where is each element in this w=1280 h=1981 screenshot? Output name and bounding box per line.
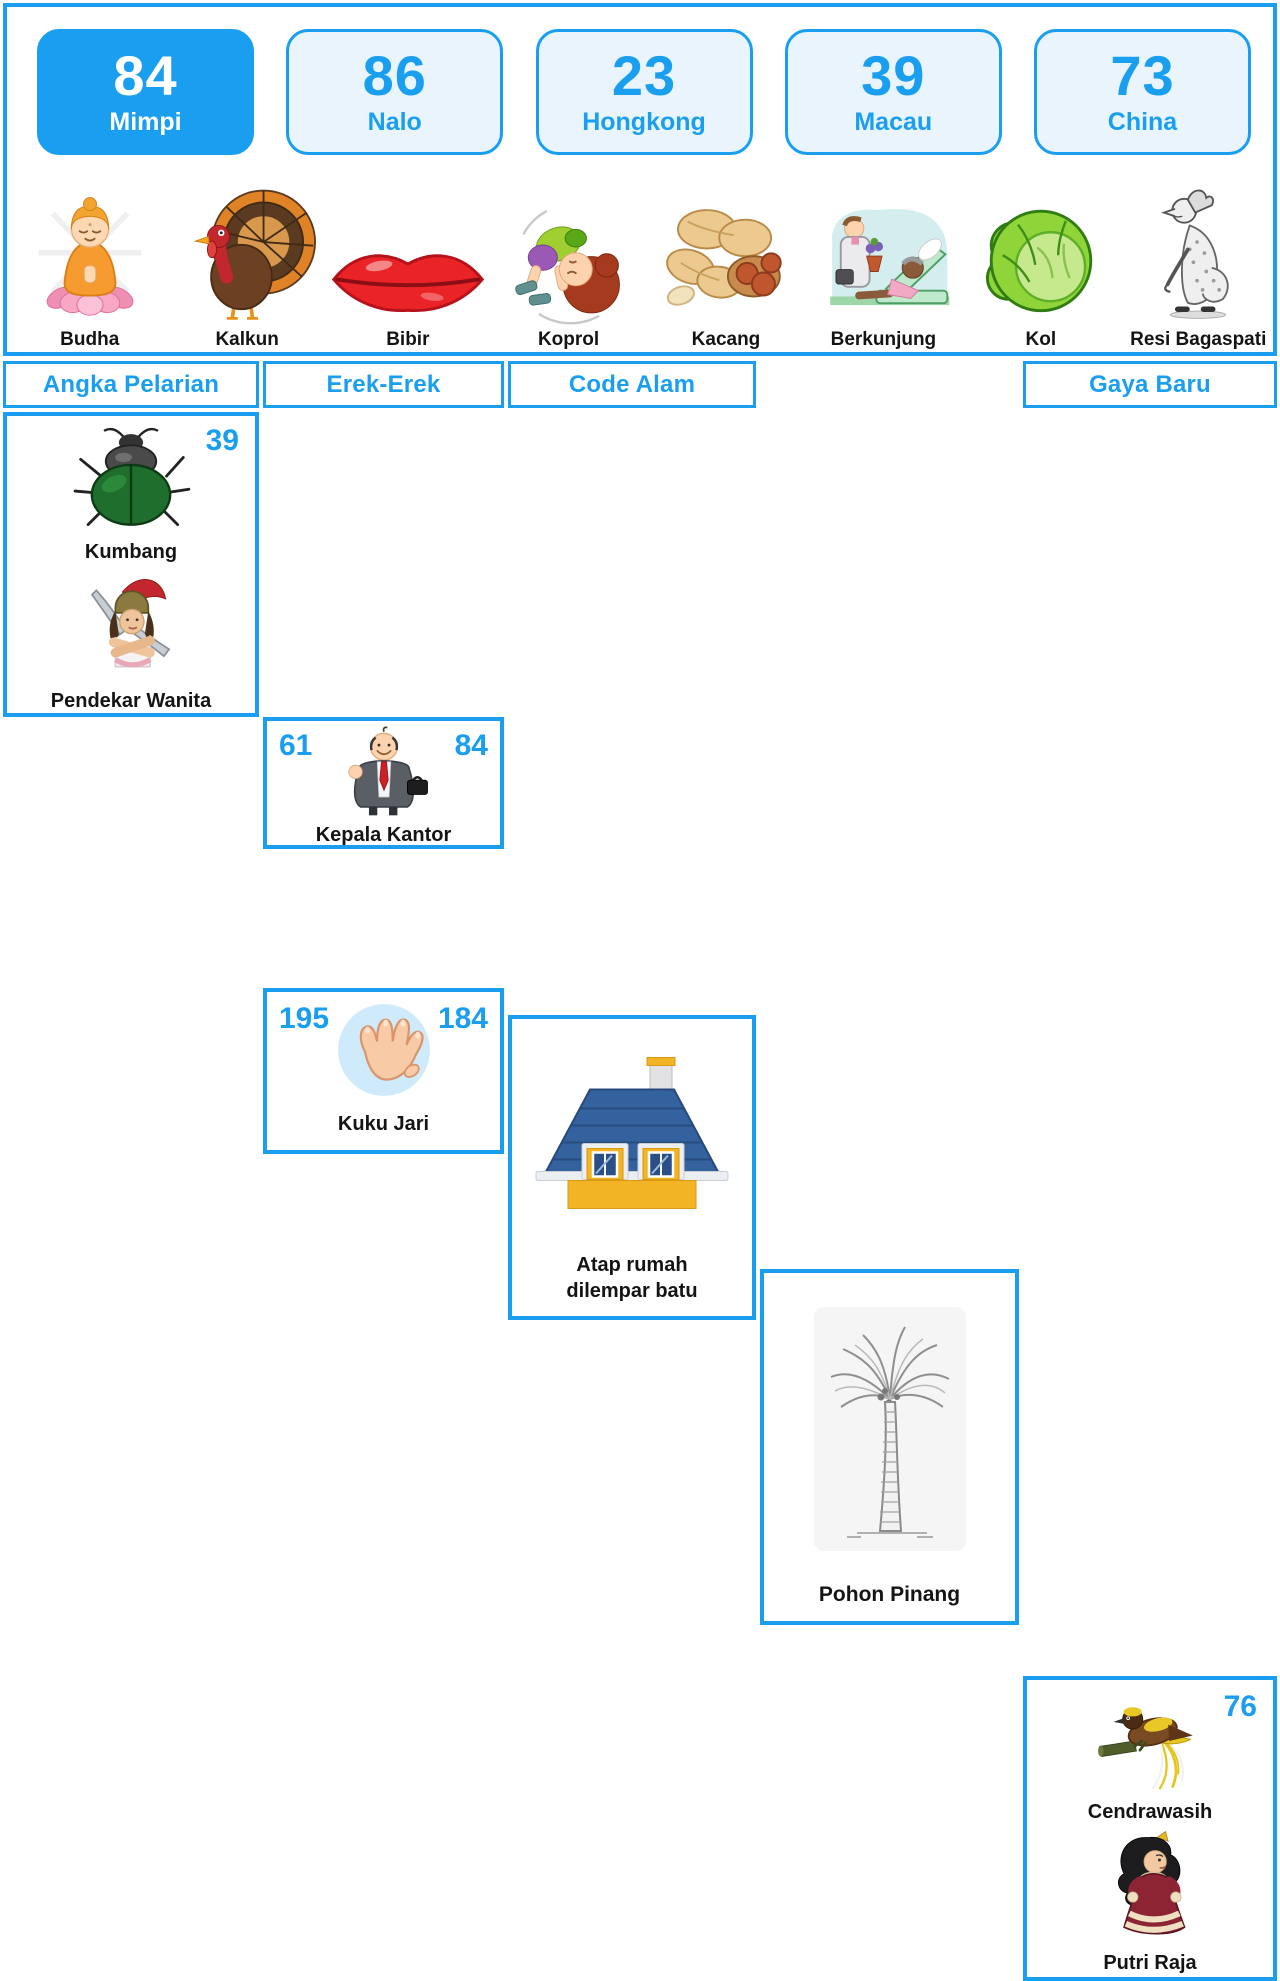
symbol-label: Kol: [1025, 329, 1057, 350]
section-header-gaya-baru: [1023, 361, 1277, 408]
pohon-pinang-cell: [760, 1269, 1019, 1625]
cabbage-icon: [974, 185, 1108, 323]
dream-symbol-kol: [962, 179, 1119, 351]
market-tab-china[interactable]: [1034, 29, 1251, 155]
dream-symbol-berkunjung: [805, 179, 962, 351]
symbol-label: Budha: [60, 329, 120, 350]
dream-symbol-resi-bagaspati: [1120, 179, 1277, 351]
erek-right-number: 184: [437, 1002, 488, 1035]
somersault-icon: [506, 185, 632, 323]
female-warrior-icon: [67, 573, 195, 682]
header-label: Angka Pelarian: [42, 370, 220, 398]
market-label: Mimpi: [109, 107, 182, 136]
bird-of-paradise-icon: [1080, 1690, 1220, 1797]
market-number: 86: [362, 43, 427, 107]
item-label: Cendrawasih: [1087, 1801, 1213, 1823]
dream-symbols-row: [11, 179, 1277, 351]
market-number: 39: [861, 43, 926, 107]
lips-icon: [326, 185, 490, 323]
erek-right-number: 84: [454, 729, 488, 762]
top-panel: [3, 3, 1277, 356]
symbol-label: Koprol: [537, 329, 600, 350]
symbol-label: Resi Bagaspati: [1130, 329, 1267, 350]
wayang-puppet-icon: [1145, 185, 1251, 323]
angka-pelarian-number: 39: [205, 424, 239, 457]
item-label: Kuku Jari: [337, 1113, 430, 1135]
market-tab-nalo[interactable]: [286, 29, 503, 155]
market-tab-hongkong[interactable]: [536, 29, 753, 155]
visiting-sick-icon: [811, 185, 955, 323]
section-header-angka-pelarian: [3, 361, 259, 408]
palm-tree-icon: [814, 1307, 966, 1551]
gaya-baru-number: 76: [1223, 1690, 1257, 1723]
market-number: 73: [1110, 43, 1175, 107]
market-label: Nalo: [367, 107, 422, 136]
symbol-label: Kalkun: [215, 329, 279, 350]
princess-icon: [1094, 1829, 1206, 1946]
dream-symbol-kacang: [647, 179, 804, 351]
erek-left-number: 195: [279, 1002, 330, 1035]
item-label: Putri Raja: [1103, 1952, 1197, 1974]
market-label: Hongkong: [582, 107, 706, 136]
item-label: Kumbang: [84, 541, 178, 563]
house-icon: [532, 1053, 732, 1224]
peanuts-icon: [654, 185, 798, 323]
beetle-icon: [56, 422, 206, 539]
item-label: Pendekar Wanita: [50, 690, 212, 712]
code-alam-cell: [508, 1015, 756, 1320]
market-number: 84: [113, 43, 178, 107]
symbol-label: Bibir: [386, 329, 430, 350]
erek-left-number: 61: [279, 729, 313, 762]
market-label: China: [1107, 107, 1178, 136]
erek-erek-cell-kepala-kantor: [263, 717, 504, 849]
symbol-label: Berkunjung: [830, 329, 937, 350]
market-tabs: [37, 29, 1251, 155]
item-label: Pohon Pinang: [818, 1583, 961, 1606]
erek-erek-cell-kuku-jari: [263, 988, 504, 1154]
section-header-erek-erek: [263, 361, 504, 408]
header-label: Erek-Erek: [326, 370, 441, 398]
market-label: Macau: [854, 107, 933, 136]
gaya-baru-cell: [1023, 1676, 1277, 1981]
header-label: Gaya Baru: [1089, 370, 1211, 398]
office-manager-icon: [332, 725, 436, 822]
market-tab-macau[interactable]: [785, 29, 1002, 155]
dream-symbol-koprol: [490, 179, 647, 351]
header-label: Code Alam: [568, 370, 696, 398]
angka-pelarian-cell: [3, 412, 259, 717]
hand-fingernails-icon: [332, 998, 436, 1107]
symbol-label: Kacang: [691, 329, 761, 350]
dream-symbol-bibir: [326, 179, 490, 351]
section-header-code-alam: [508, 361, 756, 408]
buddha-icon: [20, 185, 160, 323]
item-label: Kepala Kantor: [315, 824, 452, 846]
code-alam-caption: Atap rumah dilempar batu: [566, 1254, 698, 1302]
turkey-icon: [172, 185, 322, 323]
dream-symbol-kalkun: [168, 179, 325, 351]
market-number: 23: [611, 43, 677, 107]
market-tab-mimpi[interactable]: [37, 29, 254, 155]
dream-symbol-budha: [11, 179, 168, 351]
